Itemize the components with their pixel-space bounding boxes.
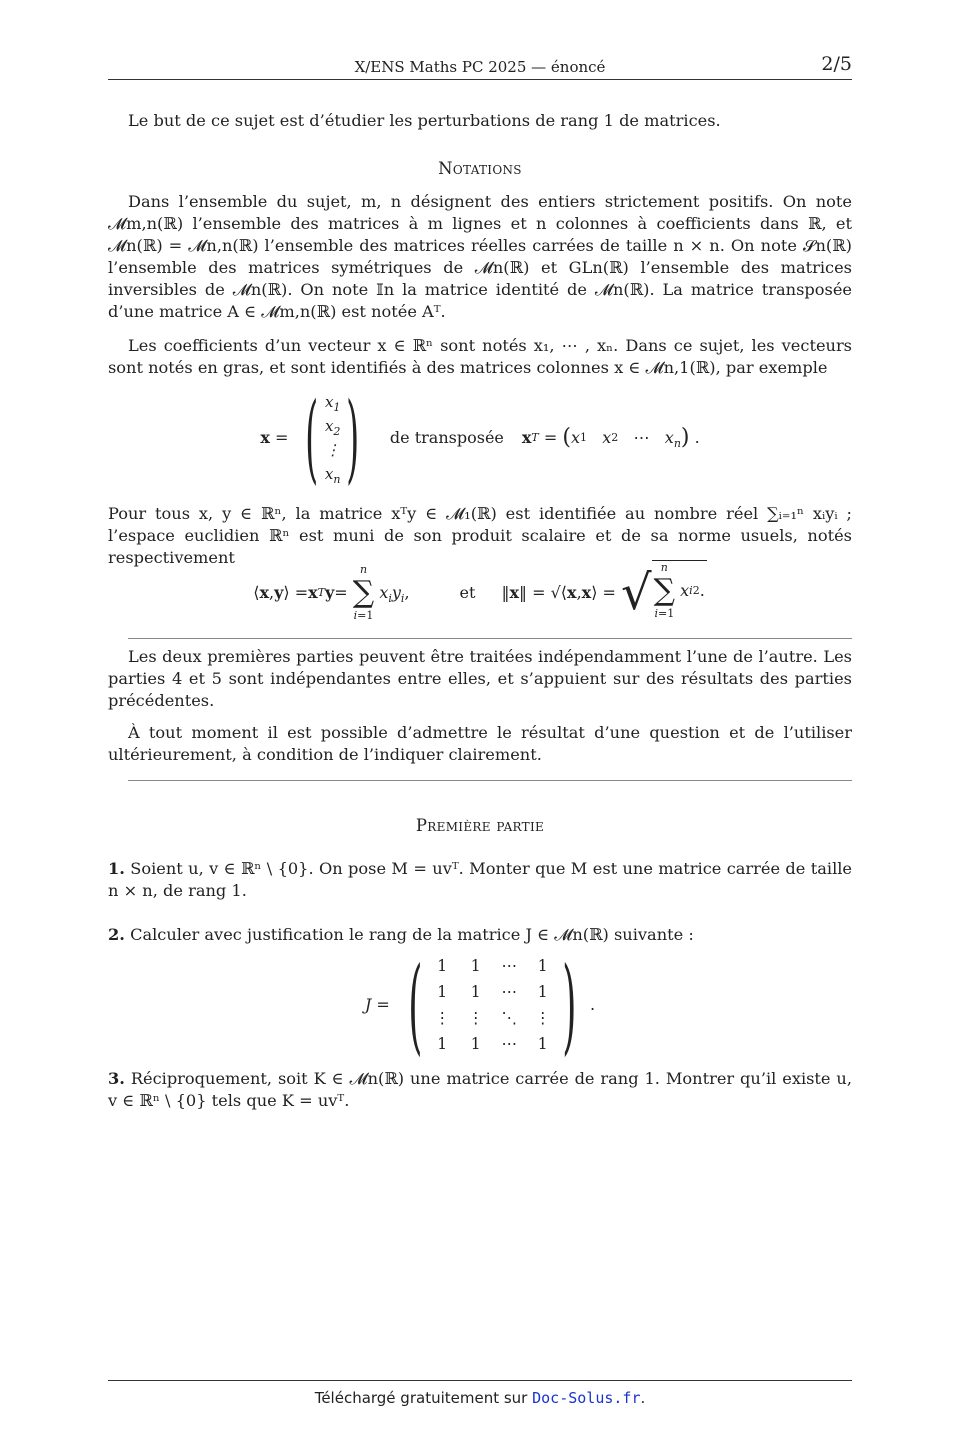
question-2-text: Calculer avec justification le rang de la matrice J ∈ 𝓜n(ℝ) suivante : [130, 925, 694, 944]
equation-vector-x: x = ( $x_1$ $x_2$ ⋮ $x_n$ ) de transposée x T = ( x 1 x 2 ⋯ $x_n$ ) . [260, 382, 700, 494]
question-1-number: 1. [108, 859, 125, 878]
question-3-text: Réciproquement, soit K ∈ 𝓜n(ℝ) une matrice carrée de rang 1. Montrer qu’il existe u, v ∈ ℝⁿ \ {0} tels que K = uvᵀ. [108, 1069, 852, 1110]
equation-inner-product: ⟨ x , y ⟩ = x T y = n ∑ i=1 $x_iy_i$ , et ‖ x ‖ = √⟨ x , x ⟩ = √ n ∑ i=1 x i 2 . [253, 560, 705, 622]
remark-parts: Les deux premières parties peuvent être traitées indépendamment l’une de l’autre. Les parties 4 et 5 sont indépendantes entre elles, et s’appuient sur des résultats des parties précédentes. [108, 647, 852, 710]
question-3 [108, 1068, 852, 1112]
doc-solus-link[interactable]: Doc-Solus.fr [532, 1389, 641, 1407]
notations-title: Notations [438, 159, 522, 178]
page-footer [108, 1380, 852, 1407]
equation-matrix-j: J = ( 1 1 ⋯ 1 1 1 ⋯ 1 ⋮ ⋮ ⋱ ⋮ 1 1 ⋯ 1 ) . [364, 944, 596, 1066]
page-header [108, 55, 852, 80]
remark-admit: À tout moment il est possible d’admettre le résultat d’une question et de l’utiliser ultérieurement, à condition de l’indiquer clairement. [108, 723, 852, 764]
divider-bottom [128, 780, 852, 781]
page-number: 2/5 [821, 53, 852, 75]
footer-end: . [640, 1389, 646, 1407]
question-1-text: Soient u, v ∈ ℝⁿ \ {0}. On pose M = uvᵀ. Monter que M est une matrice carrée de taille n × n, de rang 1. [108, 859, 852, 900]
header-title: X/ENS Maths PC 2025 — énoncé [354, 58, 606, 76]
intro-text: Le but de ce sujet est d’étudier les perturbations de rang 1 de matrices. [128, 111, 721, 130]
notations-paragraph-3: Pour tous x, y ∈ ℝⁿ, la matrice xᵀy ∈ 𝓜₁(ℝ) est identifiée au nombre réel ∑ᵢ₌₁ⁿ xᵢyᵢ ; l’espace euclidien ℝⁿ est muni de son produit scalaire et de sa norme usuels, notés respectivement [108, 504, 852, 567]
and-label: et [459, 583, 476, 602]
question-2 [108, 924, 852, 946]
part1-title: Première partie [415, 816, 545, 835]
notations-paragraph-1: Dans l’ensemble du sujet, m, n désignent des entiers strictement positifs. On note 𝓜m,n(ℝ) l’ensemble des matrices à m lignes et n colonnes à coefficients dans ℝ, et 𝓜n(ℝ) = 𝓜n,n(ℝ) l’ensemble des matrices réelles carrées de taille n × n. On note 𝓢n(ℝ) l’ensemble des matrices symétriques de 𝓜n(ℝ) et GLn(ℝ) l’ensemble des matrices inversibles de 𝓜n(ℝ). On note 𝕀n la matrice identité de 𝓜n(ℝ). La matrice transposée d’une matrice A ∈ 𝓜m,n(ℝ) est notée Aᵀ. [108, 192, 852, 321]
transpose-label: de transposée [389, 428, 504, 447]
notations-paragraph-2: Les coefficients d’un vecteur x ∈ ℝⁿ sont notés x₁, ⋯ , xₙ. Dans ce sujet, les vecteurs sont notés en gras, et sont identifiés à des matrices colonnes x ∈ 𝓜n,1(ℝ), par exemple [108, 336, 852, 377]
question-1 [108, 858, 852, 902]
divider-top [128, 638, 852, 639]
question-3-number: 3. [108, 1069, 125, 1088]
footer-text: Téléchargé gratuitement sur [314, 1389, 528, 1407]
question-2-number: 2. [108, 925, 125, 944]
